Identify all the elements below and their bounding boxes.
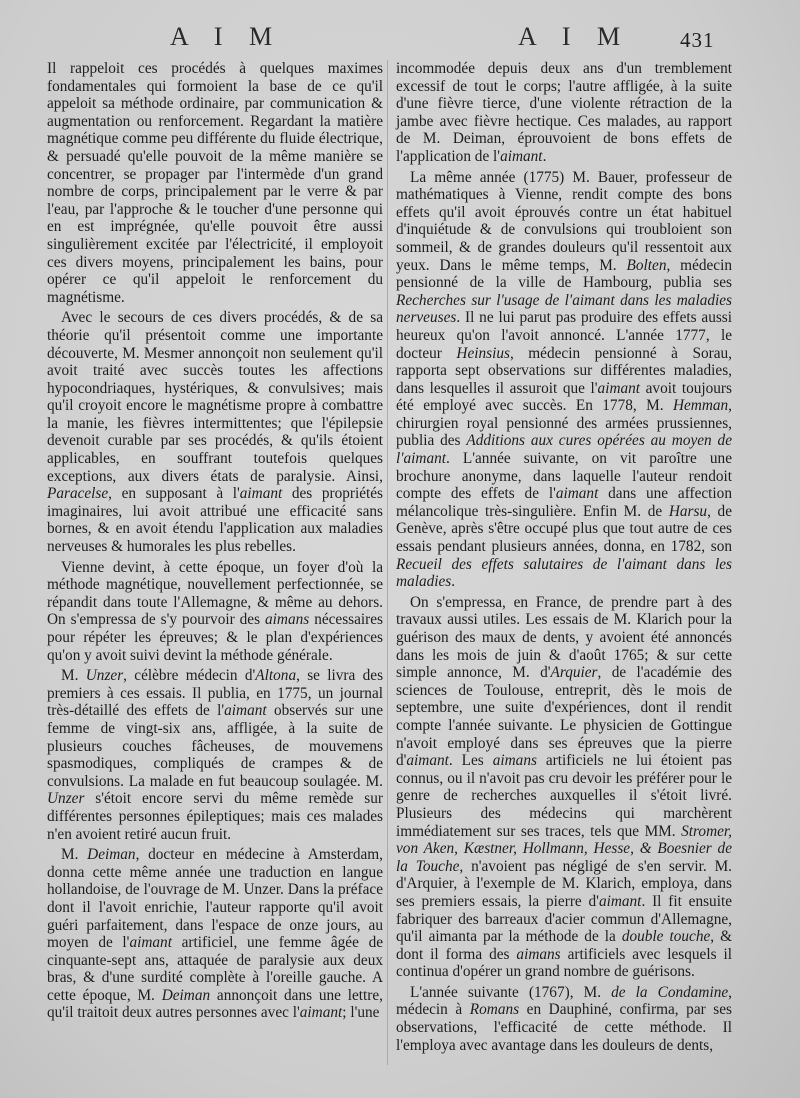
italic-text: Unzer — [85, 667, 124, 685]
right-text-column — [396, 60, 732, 1057]
italic-text: aimant — [406, 752, 449, 770]
italic-text: Harsu — [668, 502, 708, 520]
text-run: artificiels avec lesquels il continua d'opérer un grand nombre de guérisons. — [396, 945, 732, 981]
text-run: , n'avoient pas négligé de s'en servir. M. d'Arquier, à l'exemple de M. Klarich, employa, dans ses premiers essais, la pierre d' — [396, 857, 732, 910]
paragraph — [47, 667, 383, 843]
paragraph — [47, 309, 383, 555]
text-run: . — [451, 573, 456, 591]
paragraph — [396, 60, 732, 166]
text-run: , chirurgien royal pensionné des armées prussiennes, publia des — [396, 397, 732, 450]
italic-text: double touche — [621, 928, 711, 946]
text-run: dans une affection mélancolique très-singulière. Enfin M. de — [396, 485, 732, 520]
text-run: , médecin à — [396, 983, 732, 1019]
text-run: Vienne devint, à cette époque, un foyer d'où la méthode magnétique, nouvellement perfectionnée, se répandit dans toute l'Allemagne, & même au dehors. On s'empressa de s'y pourvoir des — [47, 558, 383, 629]
paragraph — [396, 594, 732, 981]
italic-text: Bolten — [626, 256, 667, 274]
text-run: artificiels ne lui étoient pas connus, ou il n'avoit pas cru devoir les préférer pour le genre de recherches auxquelles il s'étoit livré. Plusieurs des médecins qui marchèrent immédiatement sur ses traces, tels que MM. — [396, 752, 733, 840]
italic-text: Paracelse — [47, 485, 109, 503]
text-run: , de l'académie des sciences de Toulouse, entreprit, dès le mois de septembre, une suite d'expériences, dont il rendit compte l'année suivante. Le physicien de Gottingue n'avoit employé dans ses épreuves que la pierre d' — [396, 664, 732, 770]
italic-text: Heinsius — [456, 344, 510, 362]
text-run: nécessaires pour répéter les épreuves; & le plan d'expériences qu'on y avoit suivi devint la méthode générale. — [47, 611, 383, 664]
italic-text: de la Condamine — [611, 983, 729, 1001]
text-run: , de Genève, après s'être occupé plus que tout autre de ces essais pendant plusieurs années, donna, en 1782, son — [396, 502, 732, 556]
text-run: . Il fit ensuite fabriquer des barreaux d'acier commun d'Allemagne, qu'il aimanta par la méthode de la — [396, 892, 732, 946]
italic-text: Altona — [255, 667, 297, 685]
text-run: annonçoit dans une lettre, qu'il traitoit deux autres personnes avec l' — [47, 986, 383, 1022]
italic-text: Hemman — [672, 397, 729, 415]
paragraph — [396, 169, 732, 591]
italic-text: Stromer, von Aken, Kæstner, Hollmann, Hesse, & Boesnier de la Touche — [396, 822, 732, 875]
italic-text: Unzer — [47, 790, 85, 808]
text-run: Avec le secours de ces divers procédés, & de sa théorie qu'il présentoit comme une importante découverte, M. Mesmer annonçoit non seulement qu'il avoit traité avec succès toutes les affections hypocondriaques, hystériques, & convulsives; mais qu'il croyoit encore le magnétisme propre à combattre la manie, les fièvres intermittentes; que l'épilepsie devenoit curable par ses procédés, & qu'ils étoient applicables, en souffrant toutefois quelques exceptions, aux divers états de paralysie. Ainsi, — [47, 309, 383, 485]
text-run: On s'empressa, en France, de prendre part à des travaux aussi utiles. Les essais de M. Klarich pour la guérison des maux de dents, y avoient été annoncés dans les mois de juin & d'août 1765; & sur cette simple annonce, M. d' — [396, 593, 732, 682]
italic-text: aimans — [265, 611, 310, 629]
italic-text: aimans — [516, 945, 561, 963]
column-divider — [387, 60, 388, 1065]
italic-text: aimant — [239, 485, 283, 503]
italic-text: aimant — [597, 379, 641, 397]
text-run: s'étoit encore servi du même remède sur différentes personnes épileptiques; mais ces malades n'en avoient retiré aucun fruit. — [47, 790, 383, 843]
running-head-right: A I M — [518, 22, 631, 51]
text-run: des propriétés imaginaires, lui avoit attribué une efficacité sans bornes, & en avoit étendu l'application aux maladies nerveuses & humorales les plus rebelles. — [47, 485, 383, 556]
page-number: 431 — [680, 28, 715, 52]
text-run: avoit toujours été employé avec succès. En 1778, M. — [396, 379, 732, 415]
text-run: . — [542, 147, 547, 165]
italic-text: Recherches sur l'usage de l'aimant dans les maladies nerveuses — [396, 291, 732, 327]
italic-text: Deiman — [87, 846, 136, 864]
paragraph — [396, 984, 732, 1054]
text-run: , médecin pensionné de la ville de Hambourg, publia ses — [396, 256, 732, 292]
text-run: L'année suivante (1767), M. — [410, 983, 612, 1001]
italic-text: aimant — [129, 934, 172, 952]
text-run: . L'année suivante, on vit paroître une brochure anonyme, dans laquelle l'auteur rendoit compte des effets de l' — [396, 450, 732, 503]
italic-text: aimant — [555, 485, 599, 503]
running-head-left: A I M — [170, 22, 283, 51]
paragraph — [47, 60, 383, 306]
italic-text: aimant — [500, 147, 543, 165]
left-text-column — [47, 60, 383, 1025]
text-run: M. — [61, 846, 88, 864]
paragraph — [47, 846, 383, 1022]
text-run: , médecin pensionné à Sorau, rapporta sept observations sur différentes maladies, dans lesquelles il assuroit que l' — [396, 344, 732, 397]
italic-text: Deiman — [161, 986, 211, 1004]
text-run: Il rappeloit ces procédés à quelques maximes fondamentales qui formoient la base de ce qu'il appeloit sa méthode ordinaire, par communication & augmentation ou renforcement. Regardant la matière magnétique comme peu différente du fluide électrique, & persuadé qu'elle pouvoit de la même manière se concentrer, se propager par l'intermède d'un grand nombre de corps, principalement par le verre & par l'eau, par l'approche & le toucher d'une personne qui en est imprégnée, qu'elle pouvoit être aussi singulièrement excitée par l'électricité, il employoit ces divers moyens, principalement les bains, pour opérer ce qu'il appeloit le renforcement du magnétisme. — [47, 60, 383, 306]
text-run: artificiel, une femme âgée de cinquante-sept ans, attaquée de paralysie aux deux bras, & d'une surdité complète à l'oreille gauche. A cette époque, M. — [47, 934, 384, 1004]
italic-text: Recueil des effets salutaires de l'aimant dans les maladies — [396, 555, 732, 591]
text-run: , se livra des premiers à ces essais. Il publia, en 1775, un journal très-détaillé des effets de l' — [47, 667, 384, 720]
italic-text: aimant — [224, 702, 267, 720]
text-run: ; l'une — [342, 1004, 380, 1022]
italic-text: Additions aux cures opérées au moyen de l'aimant — [396, 432, 732, 468]
text-run: , & dont il forma des — [396, 928, 733, 963]
text-run: , docteur en médecine à Amsterdam, donna cette même année une traduction en langue hollandoise, de l'ouvrage de M. Unzer. Dans la préface dont il l'avoit enrichie, l'auteur rapporte qu'il avoit guéri parfaitement, dans l'espace de onze jours, au moyen de l' — [47, 846, 383, 952]
italic-text: aimans — [492, 752, 537, 770]
text-run: , en supposant à l' — [108, 485, 240, 503]
italic-text: aimant — [598, 892, 642, 910]
text-run: observés sur une femme de vingt-six ans, affligée, à la suite de plusieurs couches fâcheuses, de mouvemens spasmodiques, compliqués de crampes & de convulsions. La malade en fut beaucoup soulagée. M. — [47, 702, 383, 790]
text-run: en Dauphiné, confirma, par ses observations, l'efficacité de cette méthode. Il l'employa avec avantage dans les douleurs de dents, — [396, 1001, 732, 1054]
text-run: . Les — [448, 752, 493, 770]
paragraph — [47, 559, 383, 665]
text-run: . Il ne lui parut pas produire des effets aussi heureux qu'on l'avoit annoncé. L'année 1777, le docteur — [396, 309, 732, 362]
italic-text: Arquier — [550, 664, 598, 682]
italic-text: aimant — [299, 1004, 343, 1022]
text-run: M. — [61, 667, 86, 685]
text-run: La même année (1775) M. Bauer, professeur de mathématiques à Vienne, rendit compte des bons effets qu'il avoit éprouvés contre un état habituel d'inquiétude & de convulsions qui troubloient son sommeil, & de grandes douleurs qu'il ressentoit aux yeux. Dans le même temps, M. — [396, 168, 732, 274]
italic-text: Romans — [469, 1001, 520, 1019]
text-run: , célèbre médecin d' — [123, 667, 256, 685]
text-run: incommodée depuis deux ans d'un tremblement excessif de tout le corps; l'autre affligée, à la suite d'une fièvre tierce, d'une violente rétraction de la jambe avec fièvre hectique. Ces malades, au rapport de M. Deiman, éprouvoient de bons effets de l'application de l' — [396, 60, 732, 165]
